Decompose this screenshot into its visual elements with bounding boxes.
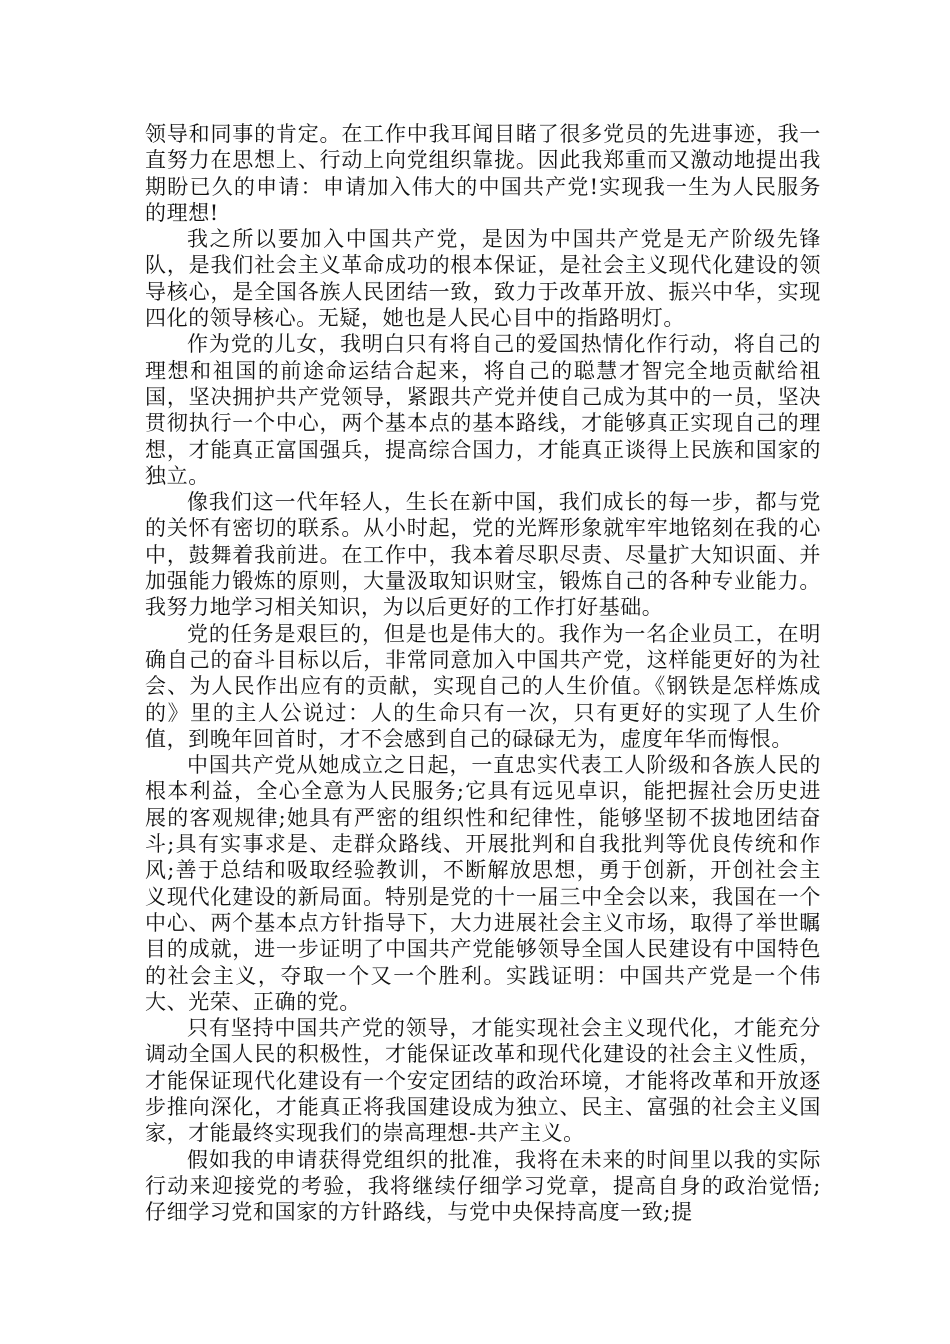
document-body bbox=[145, 121, 821, 1225]
paragraph-4: 像我们这一代年轻人，生长在新中国，我们成长的每一步，都与党的关怀有密切的联系。从小时起，党的光辉形象就牢牢地铭刻在我的心中，鼓舞着我前进。在工作中，我本着尽职尽责、尽量扩大知识面、并加强能力锻炼的原则，大量汲取知识财宝，锻炼自己的各种专业能力。我努力地学习相关知识，为以后更好的工作打好基础。 bbox=[145, 490, 821, 620]
paragraph-1: 领导和同事的肯定。在工作中我耳闻目睹了很多党员的先进事迹，我一直努力在思想上、行动上向党组织靠拢。因此我郑重而又激动地提出我期盼已久的申请：申请加入伟大的中国共产党!实现我一生为人民服务的理想! bbox=[145, 122, 821, 225]
paragraph-8: 假如我的申请获得党组织的批准，我将在未来的时间里以我的实际行动来迎接党的考验，我将继续仔细学习党章，提高自身的政治觉悟;仔细学习党和国家的方针路线，与党中央保持高度一致;提 bbox=[145, 1147, 821, 1225]
paragraph-2: 我之所以要加入中国共产党，是因为中国共产党是无产阶级先锋队，是我们社会主义革命成功的根本保证，是社会主义现代化建设的领导核心，是全国各族人民团结一致，致力于改革开放、振兴中华，实现四化的领导核心。无疑，她也是人民心目中的指路明灯。 bbox=[145, 227, 821, 331]
paragraph-6: 中国共产党从她成立之日起，一直忠实代表工人阶级和各族人民的根本利益，全心全意为人民服务;它具有远见卓识，能把握社会历史进展的客观规律;她具有严密的组织性和纪律性，能够坚韧不拔地团结奋斗;具有实事求是、走群众路线、开展批判和自我批判等优良传统和作风;善于总结和吸取经验教训，不断解放思想，勇于创新，开创社会主义现代化建设的新局面。特别是党的十一届三中全会以来，我国在一个中心、两个基本点方针指导下，大力进展社会主义市场，取得了举世瞩目的成就，进一步证明了中国共产党能够领导全国人民建设有中国特色的社会主义，夺取一个又一个胜利。实践证明：中国共产党是一个伟大、光荣、正确的党。 bbox=[145, 753, 821, 1014]
paragraph-7: 只有坚持中国共产党的领导，才能实现社会主义现代化，才能充分调动全国人民的积极性，才能保证改革和现代化建设的社会主义性质，才能保证现代化建设有一个安定团结的政治环境，才能将改革和开放逐步推向深化，才能真正将我国建设成为独立、民主、富强的社会主义国家，才能最终实现我们的崇高理想-共产主义。 bbox=[145, 1016, 821, 1146]
paragraph-3: 作为党的儿女，我明白只有将自己的爱国热情化作行动，将自己的理想和祖国的前途命运结合起来，将自己的聪慧才智完全地贡献给祖国，坚决拥护共产党领导，紧跟共产党并使自己成为其中的一员，坚决贯彻执行一个中心，两个基本点的基本路线，才能够真正实现自己的理想，才能真正富国强兵，提高综合国力，才能真正谈得上民族和国家的独立。 bbox=[145, 332, 821, 488]
paragraph-5: 党的任务是艰巨的，但是也是伟大的。我作为一名企业员工，在明确自己的奋斗目标以后，非常同意加入中国共产党，这样能更好的为社会、为人民作出应有的贡献，实现自己的人生价值。《钢铁是怎样炼成的》里的主人公说过：人的生命只有一次，只有更好的实现了人生价值，到晚年回首时，才不会感到自己的碌碌无为，虚度年华而悔恨。 bbox=[145, 621, 821, 751]
